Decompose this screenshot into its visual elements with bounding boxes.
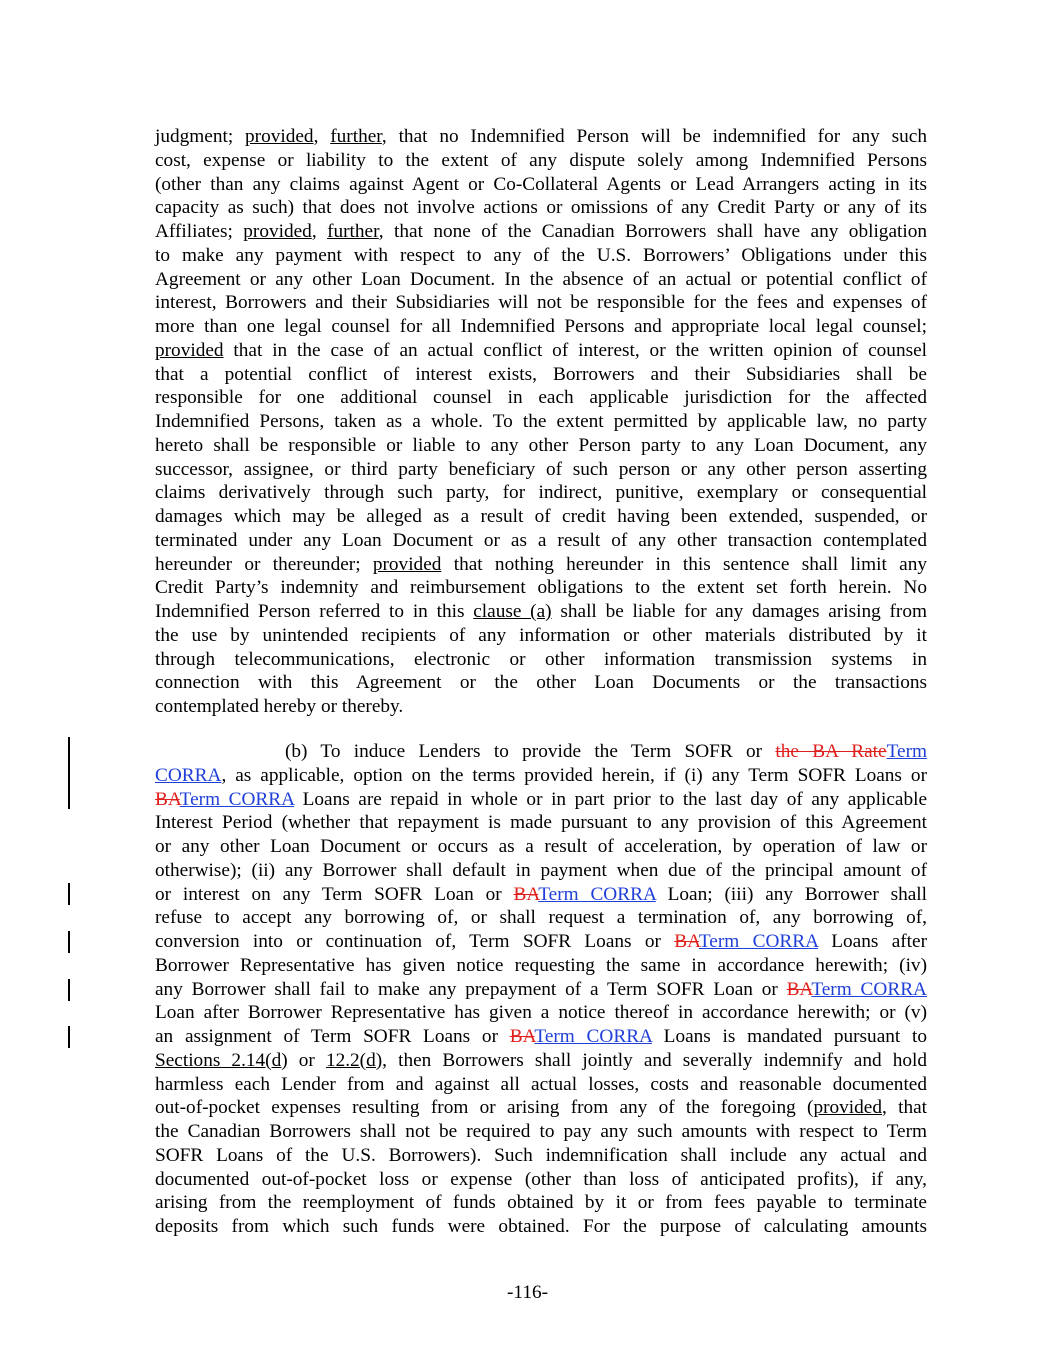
text-run: SOFR Loans of the U.S. Borrowers). Such indemnification shall include any actual and [155, 1144, 927, 1166]
inserted-text: Term CORRA [179, 788, 295, 810]
text-line [155, 1215, 927, 1239]
underlined-term: provided [155, 339, 224, 361]
text-run: conversion into or continuation of, Term SOFR Loans or [155, 931, 675, 952]
deleted-text: the BA Rate [775, 741, 887, 762]
text-line [155, 553, 927, 577]
text-line [155, 434, 927, 458]
inserted-text: Term CORRA [811, 978, 927, 1000]
text-run: harmless each Lender from and against all actual losses, costs and reasonable documented [155, 1073, 927, 1095]
text-line [155, 410, 927, 434]
text-run: contemplated hereby or thereby. [155, 696, 404, 717]
text-line [155, 1073, 927, 1097]
change-bar [68, 979, 70, 1001]
text-line [155, 906, 927, 930]
inserted-text: Term [886, 741, 927, 762]
text-run: responsible for one additional counsel in each applicable jurisdiction for the affected [155, 387, 927, 409]
underlined-term: further [327, 221, 379, 242]
text-run: that a potential conflict of interest exists, Borrowers and their Subsidiaries shall be [155, 363, 927, 385]
text-run: connection with this Agreement or the other Loan Documents or the transactions [155, 672, 927, 694]
text-line [155, 1191, 927, 1215]
text-run: hereto shall be responsible or liable to any other Person party to any Loan Document, any [155, 434, 927, 456]
underlined-term: provided [372, 553, 442, 575]
text-line [155, 811, 927, 835]
text-run: successor, assignee, or third party beneficiary of such person or any other person asserting [155, 458, 927, 480]
text-run: more than one legal counsel for all Indemnified Persons and appropriate local legal counsel; [155, 316, 927, 337]
text-run: arising from the reemployment of funds obtained by it or from fees payable to terminate [155, 1192, 927, 1214]
text-run: terminated under any Loan Document or as a result of any other transaction contemplated [155, 529, 927, 551]
text-run: otherwise); (ii) any Borrower shall default in payment when due of the principal amount of [155, 859, 927, 881]
text-line [155, 386, 927, 410]
text-line [155, 576, 927, 600]
text-line [155, 600, 927, 624]
text-run: Loan; (iii) any Borrower shall [655, 883, 927, 905]
text-line [155, 244, 927, 268]
inserted-text: Term CORRA [538, 883, 656, 905]
text-run: out-of-pocket expenses resulting from or arising from any of the foregoing ( [155, 1097, 814, 1119]
text-run: refuse to accept any borrowing of, or shall request a termination of, any borrowing of, [155, 907, 927, 929]
text-line [155, 315, 927, 339]
text-line [155, 788, 927, 812]
text-run: , then Borrowers shall jointly and severally indemnify and hold [382, 1049, 928, 1071]
text-run: an assignment of Term SOFR Loans or [155, 1026, 510, 1047]
text-run: judgment; [155, 126, 246, 147]
text-line [155, 1049, 927, 1073]
text-run: or any other Loan Document or occurs as a result of acceleration, by operation of law or [155, 836, 927, 857]
text-line [155, 268, 927, 292]
page-number: -116- [506, 1282, 549, 1303]
text-line [155, 954, 927, 978]
text-run: or interest on any Term SOFR Loan or [155, 883, 514, 905]
underlined-term: clause (a) [473, 601, 552, 622]
text-line [155, 149, 927, 173]
text-run: capacity as such) that does not involve actions or omissions of any Credit Party or any of its [155, 197, 927, 219]
text-run: , as applicable, option on the terms provided herein, if (i) any Term SOFR Loans or [221, 764, 927, 786]
text-line [155, 291, 927, 315]
text-run: cost, expense or liability to the extent of any dispute solely among Indemnified Persons [155, 149, 927, 171]
text-run: (other than any claims against Agent or Co-Collateral Agents or Lead Arrangers acting in its [155, 173, 927, 195]
text-run: Agreement or any other Loan Document. In the absence of an actual or potential conflict of [155, 268, 927, 290]
text-run: Affiliates; [155, 221, 244, 242]
deleted-text: BA [509, 1026, 535, 1047]
text-run: , [311, 221, 328, 242]
text-run: Loans is mandated pursuant to [651, 1026, 927, 1047]
text-run: Loans are repaid in whole or in part prior to the last day of any applicable [294, 788, 928, 810]
text-run: , that no Indemnified Person will be indemnified for any such [381, 126, 927, 147]
text-line [155, 481, 927, 505]
text-line [285, 740, 927, 764]
change-bar [68, 737, 70, 809]
text-run: the Canadian Borrowers shall not be required to pay any such amounts with respect to Term [155, 1121, 927, 1142]
text-line [155, 978, 927, 1002]
deleted-text: BA [674, 931, 699, 952]
underlined-term: further [330, 126, 382, 147]
text-line [155, 1025, 927, 1049]
text-line [155, 1120, 927, 1144]
text-run: interest, Borrowers and their Subsidiaries will not be responsible for the fees and expenses of [155, 292, 927, 314]
text-line [155, 764, 927, 788]
inserted-text: Term CORRA [534, 1026, 652, 1047]
text-line [155, 363, 927, 387]
text-line [155, 1144, 927, 1168]
text-run: shall be liable for any damages arising from [551, 601, 927, 622]
text-run: that in the case of an actual conflict of interest, or the written opinion of counsel [223, 339, 927, 361]
text-run: that nothing hereunder in this sentence shall limit any [441, 553, 927, 575]
deleted-text: BA [513, 883, 539, 905]
change-bar [68, 883, 70, 905]
underlined-term: Sections 2.14(d) [155, 1049, 288, 1071]
text-line [155, 339, 927, 363]
text-run: deposits from which such funds were obtained. For the purpose of calculating amounts [155, 1216, 927, 1237]
text-line [155, 505, 927, 529]
text-line [155, 529, 927, 553]
text-run: Interest Period (whether that repayment is made pursuant to any provision of this Agreement [155, 812, 927, 834]
text-run: Credit Party’s indemnity and reimbursement obligations to the extent set forth herein. No [155, 577, 927, 599]
text-run: , [313, 126, 331, 147]
text-line [155, 1168, 927, 1192]
text-line [155, 1096, 927, 1120]
text-run: Loans after [817, 931, 928, 952]
underlined-term: provided [243, 221, 312, 242]
text-line [155, 173, 927, 197]
text-run: documented out-of-pocket loss or expense (other than loss of anticipated profits), if any, [155, 1168, 927, 1190]
text-run: , that [881, 1097, 927, 1119]
deleted-text: BA [786, 978, 812, 1000]
change-bar [68, 931, 70, 953]
text-run: to make any payment with respect to any of the U.S. Borrowers’ Obligations under this [155, 244, 927, 266]
text-line [155, 883, 927, 907]
text-run: Indemnified Person referred to in this [155, 601, 474, 622]
underlined-term: 12.2(d) [325, 1049, 383, 1071]
deleted-text: BA [155, 788, 180, 810]
text-line [155, 624, 927, 648]
text-line [155, 458, 927, 482]
text-run: or [287, 1049, 326, 1071]
change-bar [68, 1026, 70, 1048]
text-line [155, 220, 927, 244]
text-line [155, 930, 927, 954]
inserted-text: Term CORRA [698, 931, 818, 952]
text-run: (b) To induce Lenders to provide the Term SOFR or [285, 741, 776, 762]
text-line [155, 1001, 927, 1025]
underlined-term: provided [245, 126, 314, 147]
text-run: hereunder or thereunder; [155, 553, 373, 575]
inserted-text: CORRA [155, 764, 222, 786]
text-line [155, 671, 927, 695]
text-run: Borrower Representative has given notice requesting the same in accordance herewith; (iv) [155, 954, 927, 976]
text-line [155, 196, 927, 220]
text-line [155, 835, 927, 859]
text-line [155, 125, 927, 149]
text-run: damages which may be alleged as a result of credit having been extended, suspended, or [155, 506, 927, 527]
underlined-term: provided [813, 1097, 882, 1119]
text-run: Loan after Borrower Representative has given a notice thereof in accordance herewith; or (v) [155, 1002, 927, 1024]
text-run: , that none of the Canadian Borrowers shall have any obligation [378, 221, 928, 242]
text-run: Indemnified Persons, taken as a whole. To the extent permitted by applicable law, no party [155, 411, 927, 432]
text-line [155, 648, 927, 672]
text-line [155, 859, 927, 883]
text-run: any Borrower shall fail to make any prepayment of a Term SOFR Loan or [155, 978, 787, 1000]
text-run: the use by unintended recipients of any information or other materials distributed by it [155, 624, 927, 646]
text-run: through telecommunications, electronic or other information transmission systems in [155, 648, 927, 670]
text-line [155, 695, 927, 719]
text-run: claims derivatively through such party, for indirect, punitive, exemplary or consequential [155, 482, 927, 504]
